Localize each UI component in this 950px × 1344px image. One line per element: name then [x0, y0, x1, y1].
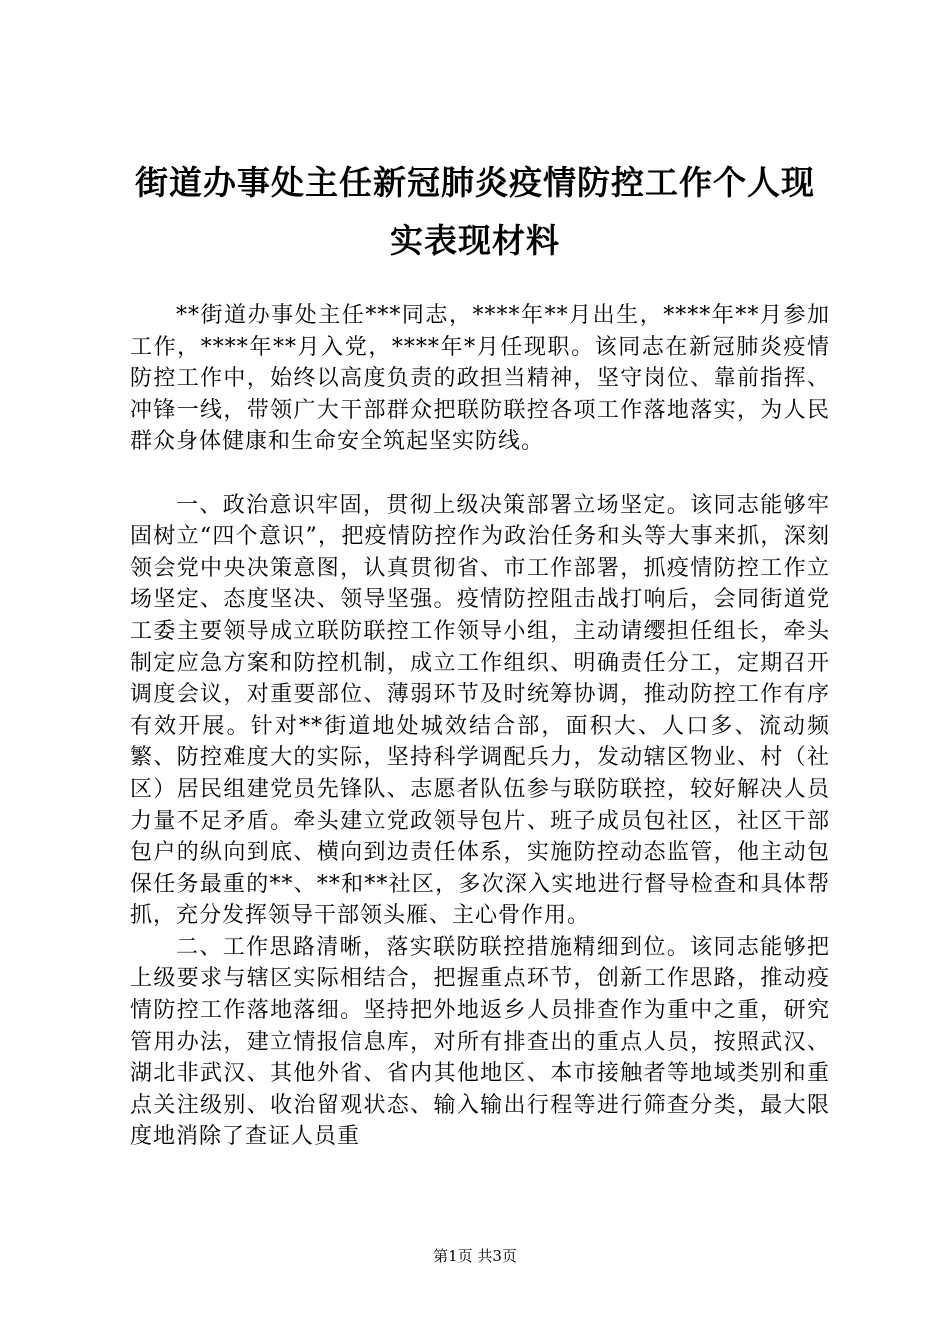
- page-footer: 第1页 共3页: [433, 1247, 517, 1265]
- document-body: [130, 300, 830, 1153]
- paragraph-section-2: 二、工作思路清晰，落实联防联控措施精细到位。该同志能够把上级要求与辖区实际相结合，把握重点环节，创新工作思路，推动疫情防控工作落地落细。坚持把外地返乡人员排查作为重中之重，研究管用办法，建立情报信息库，对所有排查出的重点人员，按照武汉、湖北非武汉、其他外省、省内其他地区、本市接触者等地域类别和重点关注级别、收治留观状态、输入输出行程等进行筛查分类，最大限度地消除了查证人员重: [130, 934, 830, 1150]
- paragraph-section-1: 一、政治意识牢固，贯彻上级决策部署立场坚定。该同志能够牢固树立“四个意识”，把疫情防控作为政治任务和头等大事来抓，深刻领会党中央决策意图，认真贯彻省、市工作部署，抓疫情防控工作立场坚定、态度坚决、领导坚强。疫情防控阻击战打响后，会同街道党工委主要领导成立联防联控工作领导小组，主动请缨担任组长，牵头制定应急方案和防控机制，成立工作组织、明确责任分工，定期召开调度会议，对重要部位、薄弱环节及时统筹协调，推动防控工作有序有效开展。针对**街道地处城效结合部，面积大、人口多、流动频繁、防控难度大的实际，坚持科学调配兵力，发动辖区物业、村（社区）居民组建党员先锋队、志愿者队伍参与联防联控，较好解决人员力量不足矛盾。牵头建立党政领导包片、班子成员包社区，社区干部包户的纵向到底、横向到边责任体系，实施防控动态监管，他主动包保任务最重的**、**和**社区，多次深入实地进行督导检查和具体帮抓，充分发挥领导干部领头雁、主心骨作用。: [130, 492, 830, 929]
- document-title-line-2: 实表现材料: [390, 221, 560, 260]
- paragraph-intro: **街道办事处主任***同志，****年**月出生，****年**月参加工作，****年**月入党，****年*月任现职。该同志在新冠肺炎疫情防控工作中，始终以高度负责的政担当精神，坚守岗位、靠前指挥、冲锋一线，带领广大干部群众把联防联控各项工作落地落实，为人民群众身体健康和生命安全筑起坚实防线。: [130, 303, 830, 455]
- document-title-line-1: 街道办事处主任新冠肺炎疫情防控工作个人现: [135, 163, 815, 202]
